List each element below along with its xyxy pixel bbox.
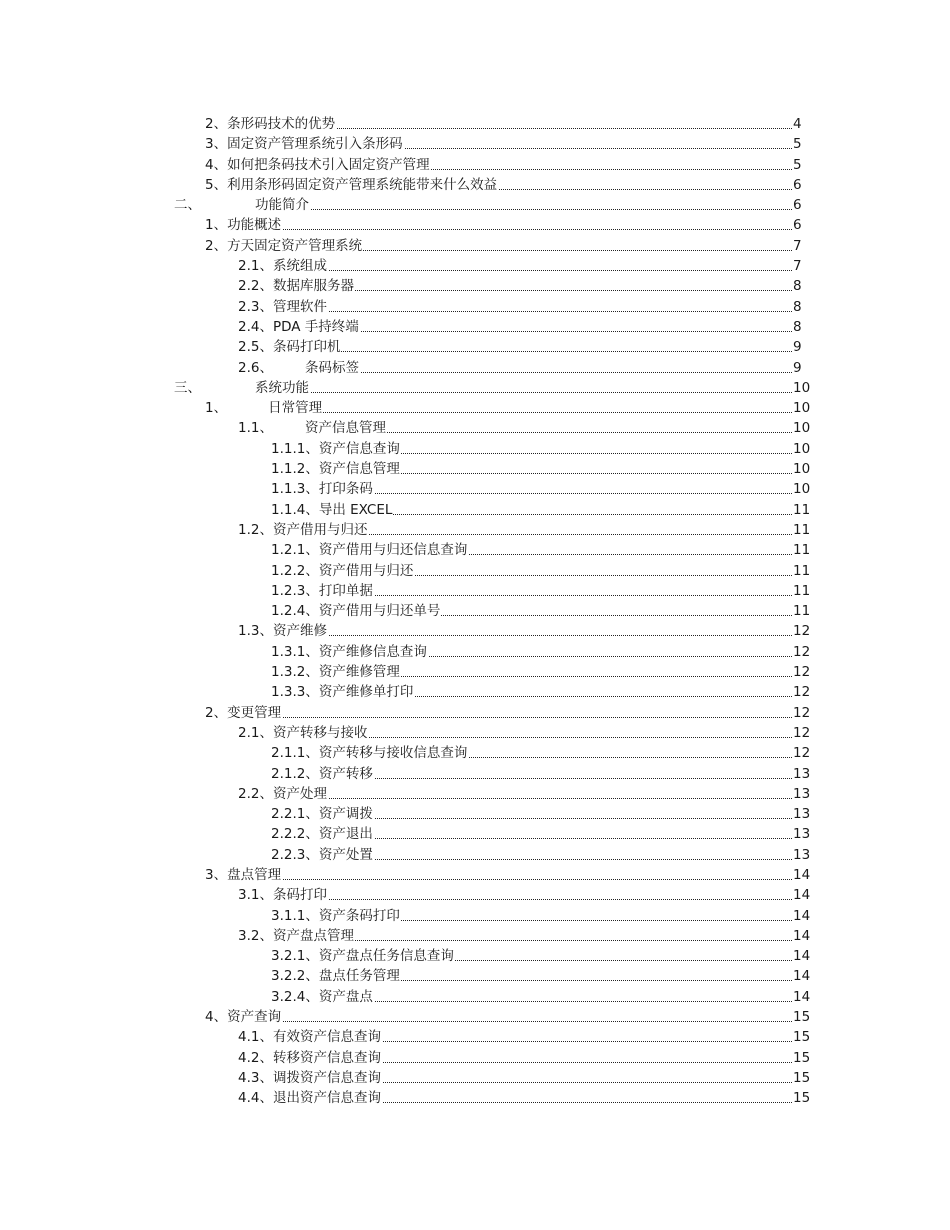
toc-entry-page-number: 15 [792, 1048, 810, 1068]
toc-entry[interactable] [0, 966, 950, 986]
toc-entry[interactable] [0, 459, 950, 479]
toc-entry-title [238, 784, 328, 804]
toc-entry-page-number: 15 [792, 1068, 810, 1088]
toc-entry-page-number: 9 [792, 358, 802, 378]
toc-entry-page-number: 14 [792, 865, 810, 885]
toc-entry[interactable] [0, 195, 950, 215]
toc-entry-label-tail: 资产信息管理 [304, 420, 386, 437]
toc-entry-title [271, 662, 401, 682]
toc-entry-title [238, 520, 368, 540]
toc-entry-title [238, 317, 360, 337]
toc-entry-label-tail: 条码标签 [304, 359, 359, 376]
toc-entry-title [205, 114, 336, 134]
toc-entry-title [205, 215, 282, 235]
toc-entry-page-number: 5 [792, 155, 802, 175]
toc-entry-title [174, 378, 310, 398]
toc-entry[interactable] [0, 682, 950, 702]
toc-entry[interactable] [0, 946, 950, 966]
toc-entry-label: 3.1.1、资产条码打印 [271, 907, 400, 924]
toc-entry[interactable] [0, 378, 950, 398]
toc-entry-page-number: 9 [792, 337, 802, 357]
toc-entry-label: 2.2.3、资产处置 [271, 846, 373, 863]
toc-entry-label-tail: 功能简介 [255, 197, 309, 214]
toc-entry-page-number: 8 [792, 297, 802, 317]
toc-entry[interactable] [0, 987, 950, 1007]
toc-entry-title [271, 743, 468, 763]
toc-entry-label: 1.2.4、资产借用与归还单号 [271, 603, 441, 620]
toc-entry-page-number: 7 [792, 236, 802, 256]
toc-entry[interactable] [0, 175, 950, 195]
toc-entry[interactable] [0, 276, 950, 296]
toc-entry-title [271, 581, 374, 601]
toc-entry-label: 3.2、资产盘点管理 [238, 927, 354, 944]
toc-entry-label: 4.2、转移资产信息查询 [238, 1049, 381, 1066]
toc-entry-page-number: 13 [792, 764, 810, 784]
toc-entry-title [205, 398, 323, 418]
toc-entry-page-number: 10 [792, 418, 810, 438]
toc-entry-label: 2.2、数据库服务器 [238, 278, 354, 295]
toc-entry-page-number: 13 [792, 804, 810, 824]
toc-entry[interactable] [0, 581, 950, 601]
toc-entry-label: 2.2.1、资产调拨 [271, 806, 373, 823]
toc-entry-page-number: 7 [792, 256, 802, 276]
toc-entry-title [238, 256, 328, 276]
toc-entry-label: 3、盘点管理 [205, 866, 282, 883]
toc-entry-page-number: 12 [792, 662, 810, 682]
toc-entry-page-number: 14 [792, 966, 810, 986]
toc-entry-page-number: 13 [792, 845, 810, 865]
toc-entry-page-number: 10 [792, 398, 810, 418]
toc-entry-label: 2.3、管理软件 [238, 298, 327, 315]
toc-entry-page-number: 11 [792, 540, 810, 560]
toc-entry[interactable] [0, 520, 950, 540]
toc-entry-label: 2、方天固定资产管理系统 [205, 237, 363, 254]
toc-entry-title [174, 195, 310, 215]
toc-entry-page-number: 12 [792, 621, 810, 641]
toc-entry[interactable] [0, 621, 950, 641]
toc-entry[interactable] [0, 885, 950, 905]
toc-entry-title [271, 764, 374, 784]
toc-entry-page-number: 6 [792, 215, 802, 235]
toc-entry-label: 1.3.1、资产维修信息查询 [271, 643, 427, 660]
toc-entry-title [271, 824, 374, 844]
toc-entry-title [238, 723, 368, 743]
toc-entry-label: 1.2.2、资产借用与归还 [271, 562, 414, 579]
toc-entry[interactable] [0, 1088, 950, 1108]
toc-entry[interactable] [0, 256, 950, 276]
toc-entry-title [238, 358, 360, 378]
toc-entry[interactable] [0, 297, 950, 317]
toc-entry-page-number: 12 [792, 723, 810, 743]
toc-entry-page-number: 12 [792, 682, 810, 702]
toc-entry-label: 2.1、系统组成 [238, 258, 327, 275]
toc-entry-page-number: 13 [792, 824, 810, 844]
toc-entry-page-number: 13 [792, 784, 810, 804]
toc-entry-label: 3.2.4、资产盘点 [271, 988, 373, 1005]
toc-entry[interactable] [0, 114, 950, 134]
toc-entry-page-number: 11 [792, 601, 810, 621]
toc-entry[interactable] [0, 601, 950, 621]
toc-entry-title [271, 479, 374, 499]
toc-entry[interactable] [0, 845, 950, 865]
toc-entry-label: 1.3.3、资产维修单打印 [271, 684, 414, 701]
toc-entry-title [205, 134, 404, 154]
toc-entry-title [238, 885, 328, 905]
toc-entry-page-number: 6 [792, 195, 802, 215]
toc-entry-title [271, 561, 414, 581]
toc-entry-title [271, 966, 401, 986]
toc-entry-label: 1.3、资产维修 [238, 623, 327, 640]
toc-entry-label: 1.1.4、导出 EXCEL [271, 501, 393, 518]
toc-entry-label: 2.6、 [238, 359, 273, 376]
toc-entry[interactable] [0, 479, 950, 499]
toc-entry[interactable] [0, 540, 950, 560]
toc-entry-label: 1.1.3、打印条码 [271, 481, 373, 498]
toc-entry-label: 2、条形码技术的优势 [205, 116, 336, 132]
toc-entry-label: 1.3.2、资产维修管理 [271, 664, 400, 681]
toc-entry-page-number: 5 [792, 134, 802, 154]
toc-entry[interactable] [0, 1007, 950, 1027]
toc-entry-title [205, 175, 498, 195]
toc-entry-title [271, 601, 441, 621]
toc-entry-label: 2.1、资产转移与接收 [238, 724, 368, 741]
toc-entry-label: 3、固定资产管理系统引入条形码 [205, 136, 403, 153]
toc-entry-title [271, 439, 401, 459]
toc-entry-title [238, 926, 355, 946]
toc-entry-page-number: 11 [792, 500, 810, 520]
toc-entry-page-number: 10 [792, 479, 810, 499]
toc-entry-title [271, 845, 374, 865]
toc-entry-page-number: 10 [792, 439, 810, 459]
toc-entry-page-number: 4 [792, 114, 802, 134]
toc-entry[interactable] [0, 703, 950, 723]
toc-entry-page-number: 12 [792, 642, 810, 662]
toc-entry-title [238, 1088, 382, 1108]
toc-entry-label: 3.1、条码打印 [238, 887, 327, 904]
toc-entry-title [271, 642, 428, 662]
toc-entry[interactable] [0, 398, 950, 418]
toc-entry-label: 3.2.1、资产盘点任务信息查询 [271, 948, 454, 965]
toc-entry-title [271, 459, 401, 479]
toc-entry-page-number: 14 [792, 906, 810, 926]
toc-entry-title [205, 155, 431, 175]
toc-entry-page-number: 12 [792, 743, 810, 763]
toc-entry[interactable] [0, 642, 950, 662]
toc-entry-title [205, 1007, 282, 1027]
toc-entry-label-tail: 系统功能 [255, 379, 309, 396]
toc-entry-label: 三、 [174, 379, 201, 396]
toc-entry[interactable] [0, 317, 950, 337]
toc-entry-page-number: 10 [792, 378, 810, 398]
toc-entry-title [205, 703, 282, 723]
toc-entry[interactable] [0, 358, 950, 378]
toc-entry[interactable] [0, 804, 950, 824]
toc-entry-label: 4.1、有效资产信息查询 [238, 1029, 381, 1046]
toc-entry-title [238, 276, 355, 296]
toc-entry-page-number: 11 [792, 561, 810, 581]
toc-entry-page-number: 8 [792, 317, 802, 337]
toc-entry-page-number: 14 [792, 926, 810, 946]
toc-entry-label: 2.2.2、资产退出 [271, 826, 373, 843]
toc-entry-title [205, 865, 282, 885]
toc-entry-page-number: 10 [792, 459, 810, 479]
toc-entry-label: 1.1.2、资产信息管理 [271, 461, 400, 478]
leader-dots [205, 879, 792, 880]
toc-entry-label: 1.1.1、资产信息查询 [271, 440, 400, 457]
leader-dots [205, 717, 792, 718]
toc-entry-label: 1、功能概述 [205, 217, 282, 234]
toc-entry-label: 1.2.3、打印单据 [271, 582, 373, 599]
toc-entry[interactable] [0, 134, 950, 154]
toc-entry[interactable] [0, 418, 950, 438]
toc-entry-title [238, 1068, 382, 1088]
toc-entry[interactable] [0, 784, 950, 804]
toc-entry-page-number: 15 [792, 1088, 810, 1108]
toc-entry-page-number: 14 [792, 987, 810, 1007]
toc-entry-label: 2.1.1、资产转移与接收信息查询 [271, 745, 468, 762]
leader-dots [205, 1021, 792, 1022]
toc-entry-page-number: 8 [792, 276, 802, 296]
toc-entry-title [271, 987, 374, 1007]
toc-entry-title [271, 540, 468, 560]
toc-entry-title [238, 621, 328, 641]
toc-entry-label: 2.4、PDA 手持终端 [238, 318, 359, 335]
toc-entry-title [271, 906, 401, 926]
toc-entry[interactable] [0, 723, 950, 743]
toc-entry-label: 1.1、 [238, 420, 273, 437]
toc-entry-page-number: 14 [792, 885, 810, 905]
toc-entry[interactable] [0, 561, 950, 581]
toc-entry-title [271, 804, 374, 824]
toc-entry-label: 1.2、资产借用与归还 [238, 521, 368, 538]
toc-entry-title [271, 682, 414, 702]
toc-entry-label: 5、利用条形码固定资产管理系统能带来什么效益 [205, 176, 498, 193]
toc-entry[interactable] [0, 500, 950, 520]
toc-entry-label-tail: 日常管理 [268, 400, 323, 417]
toc-entry-page-number: 12 [792, 703, 810, 723]
toc-entry[interactable] [0, 215, 950, 235]
toc-entry-title [271, 500, 393, 520]
toc-entry-label: 2.5、条码打印机 [238, 339, 341, 356]
toc-entry[interactable] [0, 439, 950, 459]
toc-entry[interactable] [0, 1068, 950, 1088]
toc-entry-page-number: 6 [792, 175, 802, 195]
toc-entry[interactable] [0, 743, 950, 763]
toc-entry-title [238, 297, 328, 317]
toc-entry[interactable] [0, 662, 950, 682]
toc-entry-label: 2.1.2、资产转移 [271, 765, 373, 782]
toc-entry[interactable] [0, 865, 950, 885]
toc-entry-label: 1.2.1、资产借用与归还信息查询 [271, 542, 468, 559]
toc-entry-label: 二、 [174, 197, 201, 214]
toc-entry[interactable] [0, 236, 950, 256]
toc-entry-label: 4、如何把条码技术引入固定资产管理 [205, 156, 430, 173]
toc-entry-page-number: 11 [792, 520, 810, 540]
toc-entry-title [205, 236, 363, 256]
toc-entry-page-number: 15 [792, 1007, 810, 1027]
toc-entry-label: 4.3、调拨资产信息查询 [238, 1069, 381, 1086]
toc-entry[interactable] [0, 764, 950, 784]
table-of-contents [0, 114, 950, 1109]
toc-entry-label: 2、变更管理 [205, 704, 282, 721]
toc-entry-page-number: 11 [792, 581, 810, 601]
toc-entry-title [271, 946, 455, 966]
toc-entry[interactable] [0, 1048, 950, 1068]
toc-entry-title [238, 418, 387, 438]
toc-entry[interactable] [0, 155, 950, 175]
toc-entry[interactable] [0, 824, 950, 844]
toc-entry[interactable] [0, 337, 950, 357]
leader-dots [205, 229, 792, 230]
toc-entry-label: 2.2、资产处理 [238, 785, 327, 802]
toc-entry-label: 3.2.2、盘点任务管理 [271, 968, 400, 985]
toc-entry[interactable] [0, 906, 950, 926]
toc-entry-page-number: 15 [792, 1027, 810, 1047]
toc-entry-title [238, 1048, 382, 1068]
toc-entry-title [238, 337, 341, 357]
toc-entry-page-number: 14 [792, 946, 810, 966]
toc-entry[interactable] [0, 1027, 950, 1047]
toc-entry-label: 4、资产查询 [205, 1009, 282, 1026]
toc-entry-label: 1、 [205, 400, 228, 417]
toc-entry-title [238, 1027, 382, 1047]
toc-entry[interactable] [0, 926, 950, 946]
toc-entry-label: 4.4、退出资产信息查询 [238, 1090, 381, 1107]
